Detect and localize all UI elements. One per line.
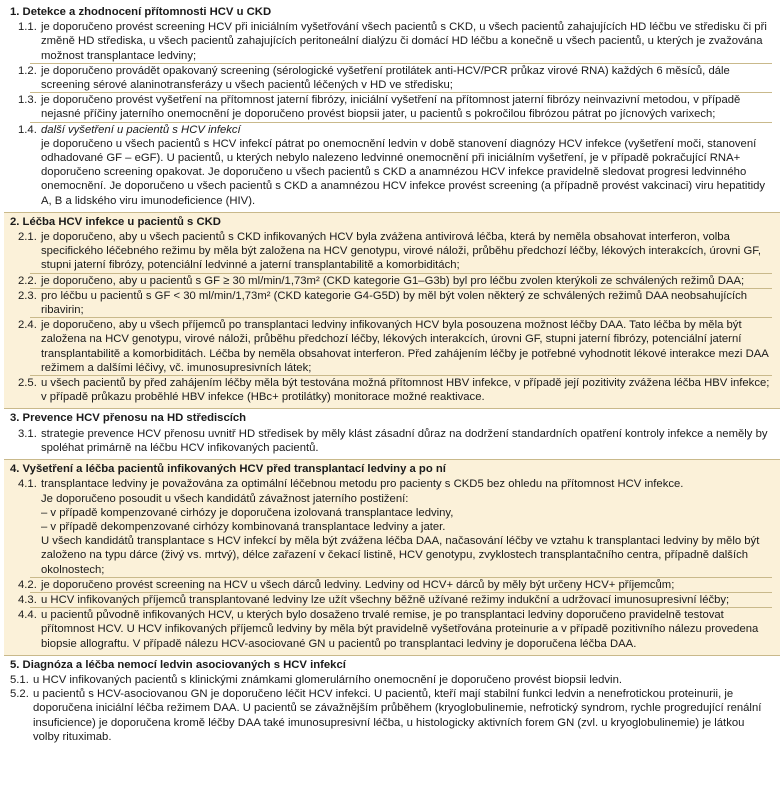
item-line: – v případě dekompenzované cirhózy kombinovaná transplantace ledviny a jater. xyxy=(41,520,446,533)
item-number: 2.4. xyxy=(18,319,37,332)
item-text: u pacientů s HCV-asociovanou GN je doporučeno léčit HCV infekci. U pacientů, kteří mají stabilní funkci ledvin a nenefrotickou proteinurii, je doporučena iniciální léčba režimem DAA. U pacientů se závažnějším průběhem (kryoglobulinemie, nefrotický syndrom, rychle progredující renální insuficience) je doporučena kromě léčby DAA také imunosupresivní léčba, u histologicky aktivních forem GN (zvl. u kryoglobulinemie) je látkou volby rituximab. xyxy=(33,688,762,743)
item-text: je doporučeno provést screening HCV při iniciálním vyšetřování všech pacientů s CKD, u všech pacientů zahajujících HD léčbu ve středisku či při změně HD střediska, u všech pacientů zahajujících peritoneální dialýzu či domácí HD léčbu a konečně u všech pacientů, u kterých je zvažována možnost transplantace ledviny; xyxy=(41,21,767,62)
item-number: 2.3. xyxy=(18,289,37,302)
item-number: 1.3. xyxy=(18,94,37,107)
item-text: je doporučeno u všech pacientů s HCV infekcí pátrat po onemocnění ledvin v době stanovení diagnózy HCV infekce (vyšetření moči, stanovení odhadované GF – eGF). U pacientů, u kterých nebylo nalezeno ledvinné onemocnění při iniciálním vyšetření, je v případě pokračující RNA+ doporučeno screening opakovat. Je doporučeno u všech pacientů s CKD a anamnézou HCV infekce pravidelně sledovat progresi ledvinného onemocnění. Je doporučeno u všech pacientů s CKD a anamnézou HCV infekce provést screening (a případně provést vakcinaci) viru hepatitidy A, B a lidského viru imunodeficience (HIV). xyxy=(41,137,766,207)
item-number: 2.2. xyxy=(18,274,37,287)
item-line: U všech kandidátů transplantace s HCV infekcí by měla být zvážena léčba DAA, načasování léčby ve vztahu k transplantaci ledviny by mělo být založeno na typu dárce (živý vs. mrtvý), délce zařazení v čekací listině, HCV genotypu, zvyklostech transplantačního centra, případně dalších okolnostech; xyxy=(41,535,760,576)
item-number: 2.5. xyxy=(18,377,37,390)
list-item xyxy=(10,427,772,455)
list-item xyxy=(10,274,772,288)
item-text: strategie prevence HCV přenosu uvnitř HD středisek by měly klást zásadní důraz na dodržení standardních opatření kontroly infekce a neměly by spoléhat primárně na léčbu HCV infikovaných pacientů. xyxy=(41,427,768,454)
item-text: u pacientů původně infikovaných HCV, u kterých bylo dosaženo trvalé remise, je po transplantaci ledviny doporučeno pravidelně testovat přítomnost HCV. U HCV infikovaných příjemců ledviny by měla být pravidelně vyšetřována proteinurie a v případě pozitivního nálezu provedena biopsie allograftu. V případě nálezu HCV-asociované GN u pacientů po transplantaci ledviny je doporučena léčba DAA. xyxy=(41,609,759,650)
item-text: je doporučeno, aby u pacientů s GF ≥ 30 ml/min/1,73m² (CKD kategorie G1–G3b) byl pro léčbu zvolen kterýkoli ze schválených režimů DAA; xyxy=(41,274,745,287)
list-item xyxy=(10,593,772,607)
section-title: 5. Diagnóza a léčba nemocí ledvin asociovaných s HCV infekcí xyxy=(10,658,346,671)
item-number: 4.1. xyxy=(18,478,37,491)
item-text: transplantace ledviny je považována za optimální léčebnou metodu pro pacienty s CKD5 bez ohledu na přítomnost HCV infekce. xyxy=(41,478,684,491)
list-item xyxy=(10,20,772,63)
item-text: pro léčbu u pacientů s GF < 30 ml/min/1,73m² (CKD kategorie G4-G5D) by měl být volen některý ze schválených režimů DAA neobsahujících ribavirin; xyxy=(41,289,748,317)
section-4 xyxy=(4,460,780,655)
item-line: – v případě kompenzované cirhózy je doporučena izolovaná transplantace ledviny, xyxy=(41,506,454,519)
list-item xyxy=(10,289,772,317)
list-item xyxy=(10,64,772,92)
item-number: 1.1. xyxy=(18,21,37,34)
item-line: Je doporučeno posoudit u všech kandidátů závažnost jaterního postižení: xyxy=(41,492,409,505)
item-text: je doporučeno, aby u všech příjemců po transplantaci ledviny infikovaných HCV byla posouzena možnost léčby DAA. Tato léčba by měla být založena na HCV genotypu, virové náloži, průběhu předchozí léčby, lékových interakcích, úrovni GF, stupni jaterní fibrózy, potenciální jaterní transplantabilitě a komorbiditách. Léčba by neměla obsahovat interferon. Před zahájením léčby je potřebné vyhodnotit lékové interakce mezi DAA režimem a dalšími léčivy, vč. imunosupresivních látek; xyxy=(41,319,769,374)
item-text: je doporučeno provést vyšetření na přítomnost jaterní fibrózy, iniciální vyšetření na přítomnost jaterní fibrózy neinvazivní metodou, v případě nejasné příčiny jaterního onemocnění je doporučeno provést biopsii jater, u pacientů s pokročilou fibrózou pátrat po jícnových varixech; xyxy=(41,94,741,121)
item-number: 1.2. xyxy=(18,64,37,77)
section-1 xyxy=(4,3,780,212)
list-item xyxy=(10,477,772,576)
section-title: 1. Detekce a zhodnocení přítomnosti HCV u CKD xyxy=(10,6,272,18)
section-5 xyxy=(4,656,780,748)
item-number: 2.1. xyxy=(18,231,37,244)
list-item xyxy=(10,673,772,687)
section-title: 3. Prevence HCV přenosu na HD střediscích xyxy=(10,412,247,425)
section-title: 2. Léčba HCV infekce u pacientů s CKD xyxy=(10,215,221,228)
list-item xyxy=(10,608,772,651)
item-body xyxy=(41,477,772,576)
list-item xyxy=(10,230,772,273)
list-item xyxy=(10,376,772,404)
item-number: 1.4. xyxy=(18,123,37,136)
item-text: u HCV infikovaných příjemců transplantované ledviny lze užít všechny běžně užívané režimy indukční a udržovací imunosupresivní léčby; xyxy=(41,593,730,606)
item-number: 4.3. xyxy=(18,593,37,606)
section-title: 4. Vyšetření a léčba pacientů infikovaných HCV před transplantací ledviny a po ní xyxy=(10,463,446,476)
item-body xyxy=(41,123,772,208)
item-text: je doporučeno provést screening na HCV u všech dárců ledviny. Ledviny od HCV+ dárců by měly být určeny HCV+ příjemcům; xyxy=(41,578,675,591)
list-item xyxy=(10,123,772,208)
list-item xyxy=(10,578,772,592)
list-item xyxy=(10,93,772,121)
item-number: 3.1. xyxy=(18,427,37,440)
item-number: 4.2. xyxy=(18,578,37,591)
section-3 xyxy=(4,409,780,459)
list-item xyxy=(10,687,772,744)
list-item xyxy=(10,318,772,375)
item-text: u HCV infikovaných pacientů s klinickými známkami glomerulárního onemocnění je doporučeno provést biopsii ledvin. xyxy=(33,673,622,686)
item-number: 5.2. xyxy=(10,688,29,701)
item-number: 4.4. xyxy=(18,609,37,622)
item-subheading: další vyšetření u pacientů s HCV infekcí xyxy=(41,123,241,136)
item-text: u všech pacientů by před zahájením léčby měla být testována možná přítomnost HBV infekce, v případě její pozitivity zvážena léčba HBV infekce; v případě průkazu proběhlé HBV infekce (HBc+ protilátky) monitorace možné reaktivace. xyxy=(41,377,770,404)
item-text: je doporučeno provádět opakovaný screening (sérologické vyšetření protilátek anti-HCV/PCR průkaz virové RNA) každých 6 měsíců, dále screening sérové alaninotransferázy u všech pacientů léčených v HD ve středisku; xyxy=(41,64,730,92)
item-number: 5.1. xyxy=(10,673,29,686)
section-2 xyxy=(4,213,780,409)
item-text: je doporučeno, aby u všech pacientů s CKD infikovaných HCV byla zvážena antivirová léčba, která by neměla obsahovat interferon, volba specifického léčebného režimu by měla být založena na HCV genotypu, virové náloži, průběhu předchozí léčby, lékových interakcích, úrovni GF, stupni jaterní fibrózy, potenciální ledvinné a jaterní transplantabilitě a komorbiditách; xyxy=(41,231,762,272)
